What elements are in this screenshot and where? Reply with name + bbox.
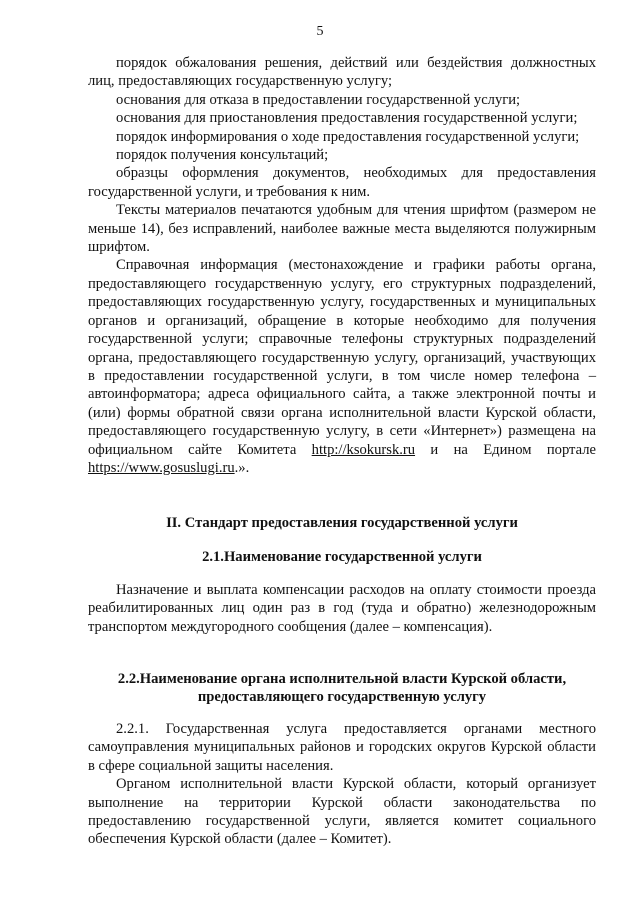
paragraph-font-requirements: Тексты материалов печатаются удобным для чтения шрифтом (размером не меньше 14), без исправлений, наиболее важные места выделяются полужирным шрифтом.: [88, 202, 596, 256]
section-2-title: II. Стандарт предоставления государственной услуги: [166, 515, 518, 531]
reference-end-text: .».: [234, 459, 250, 476]
link-ksokursk[interactable]: http://ksokursk.ru: [311, 441, 416, 458]
section-2-1-body: [88, 581, 596, 636]
list-item: порядок обжалования решения, действий или бездействия должностных лиц, предоставляющих государственную услугу;: [88, 55, 596, 90]
page-number: 5: [316, 24, 324, 39]
paragraph-2-2-1: 2.2.1. Государственная услуга предоставляется органами местного самоуправления муниципальных районов и городских округов Курской области в сфере социальной защиты населения.: [88, 721, 596, 774]
list-item: порядок получения консультаций;: [116, 147, 329, 164]
list-item: основания для приостановления предоставления государственной услуги;: [116, 110, 578, 127]
list-item: основания для отказа в предоставлении государственной услуги;: [116, 91, 521, 108]
list-item: образцы оформления документов, необходимых для предоставления государственной услуги, и требования к ним.: [88, 165, 596, 200]
section-2-heading: [88, 514, 596, 532]
link-gosuslugi[interactable]: https://www.gosuslugi.ru: [88, 459, 235, 476]
section-2-2-title-line2: предоставляющего государственную услугу: [197, 689, 487, 706]
list-item: порядок информирования о ходе предоставления государственной услуги;: [116, 128, 580, 145]
paragraph-service-name: Назначение и выплата компенсации расходов на оплату стоимости проезда реабилитированных лиц один раз в год (туда и обратно) железнодорожным транспортом междугородного сообщения (далее – компенсация).: [88, 582, 596, 635]
section-2-2-body: [88, 720, 596, 849]
section-2-2-title-line1: 2.2.Наименование органа исполнительной власти Курской области,: [117, 671, 567, 687]
section-2-2-heading: [88, 670, 596, 707]
reference-middle-text: и на Едином портале: [415, 441, 596, 458]
reference-text: Справочная информация (местонахождение и графики работы органа, предоставляющего государственную услугу, его структурных подразделений, предоставляющих государственную услугу, государственных и муниципальных органов и организаций, обращение в которые необходимо для получения государственной услуги; справочные телефоны структурных подразделений органа, предоставляющего государственную услугу, организаций, участвующих в предоставлении государственной услуги, в том числе номер телефона – автоинформатора; адреса официального сайта, а также электронной почты и (или) формы обратной связи органа исполнительной власти Курской области, предоставляющего государственную услугу, в сети «Интернет») размещена на официальном сайте Комитета: [88, 257, 596, 458]
paragraph-committee: Органом исполнительной власти Курской области, который организует выполнение на территории Курской области законодательства по предоставлению государственной услуги, является комитет социального обеспечения Курской области (далее – Комитет).: [88, 776, 596, 848]
list-block: [88, 54, 596, 477]
section-2-1-heading: [88, 548, 596, 566]
section-2-1-title: 2.1.Наименование государственной услуги: [202, 549, 482, 565]
paragraph-reference-info: [88, 256, 596, 477]
